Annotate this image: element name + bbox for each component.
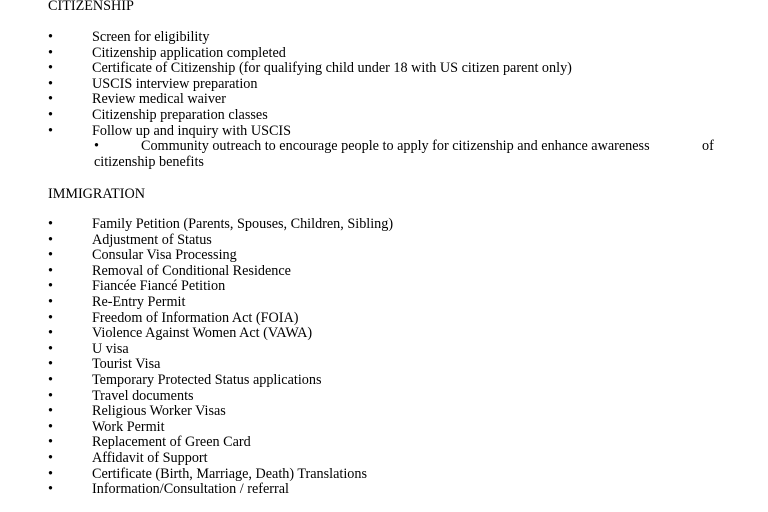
- sub-item-text: Community outreach to encourage people to apply for citizenship and enhance awareness: [141, 138, 650, 154]
- bullet-icon: •: [48, 356, 53, 373]
- citizenship-sub-item: [94, 139, 724, 170]
- bullet-icon: •: [48, 309, 53, 326]
- bullet-icon: •: [48, 231, 53, 248]
- bullet-icon: •: [48, 247, 53, 264]
- sub-bullet-icon: •: [94, 138, 99, 154]
- list-item-text: Violence Against Women Act (VAWA): [92, 325, 313, 342]
- bullet-icon: •: [48, 60, 53, 77]
- bullet-icon: •: [48, 340, 53, 357]
- sub-item-continuation: citizenship benefits: [94, 153, 204, 170]
- bullet-icon: •: [48, 106, 53, 123]
- list-item-text: Work Permit: [92, 418, 165, 435]
- bullet-icon: •: [48, 216, 53, 232]
- list-item-text: Follow up and inquiry with USCIS: [92, 122, 292, 139]
- bullet-icon: •: [48, 122, 53, 139]
- bullet-icon: •: [48, 371, 53, 388]
- bullet-icon: •: [48, 293, 53, 310]
- list-item-text: Travel documents: [92, 387, 194, 404]
- list-item-text: Temporary Protected Status applications: [92, 371, 322, 388]
- bullet-icon: •: [48, 262, 53, 279]
- list-item-text: Replacement of Green Card: [92, 434, 251, 451]
- list-item-text: Religious Worker Visas: [92, 403, 226, 420]
- list-item-text: Freedom of Information Act (FOIA): [92, 309, 299, 326]
- list-item-text: Screen for eligibility: [92, 29, 210, 45]
- list-item-text: Citizenship application completed: [92, 44, 286, 61]
- bullet-icon: •: [48, 29, 53, 45]
- list-item-text: U visa: [92, 340, 129, 357]
- list-item-text: Certificate (Birth, Marriage, Death) Translations: [92, 465, 368, 482]
- list-item-text: Fiancée Fiancé Petition: [92, 278, 226, 295]
- bullet-icon: •: [48, 465, 53, 482]
- list-item-text: Certificate of Citizenship (for qualifying child under 18 with US citizen parent only): [92, 60, 572, 77]
- bullet-icon: •: [48, 91, 53, 108]
- bullet-icon: •: [48, 325, 53, 342]
- list-item-text: Adjustment of Status: [92, 231, 212, 248]
- citizenship-heading: CITIZENSHIP: [48, 0, 134, 14]
- bullet-icon: •: [48, 75, 53, 92]
- list-item-text: Removal of Conditional Residence: [92, 262, 291, 279]
- sub-item-line: [94, 139, 724, 155]
- bullet-icon: •: [48, 449, 53, 466]
- bullet-icon: •: [48, 481, 53, 498]
- list-item-text: Information/Consultation / referral: [92, 481, 289, 498]
- bullet-icon: •: [48, 278, 53, 295]
- bullet-icon: •: [48, 403, 53, 420]
- list-item-text: Re-Entry Permit: [92, 293, 186, 310]
- list-item-text: Consular Visa Processing: [92, 247, 237, 264]
- list-item-text: Affidavit of Support: [92, 449, 208, 466]
- sub-item-tail: of: [702, 138, 714, 154]
- immigration-heading: IMMIGRATION: [48, 186, 145, 202]
- bullet-icon: •: [48, 418, 53, 435]
- list-item-text: Review medical waiver: [92, 91, 226, 108]
- list-item-text: Family Petition (Parents, Spouses, Children, Sibling): [92, 216, 394, 232]
- bullet-icon: •: [48, 387, 53, 404]
- list-item-text: Tourist Visa: [92, 356, 161, 373]
- list-item-text: USCIS interview preparation: [92, 75, 258, 92]
- bullet-icon: •: [48, 44, 53, 61]
- list-item-text: Citizenship preparation classes: [92, 106, 268, 123]
- bullet-icon: •: [48, 434, 53, 451]
